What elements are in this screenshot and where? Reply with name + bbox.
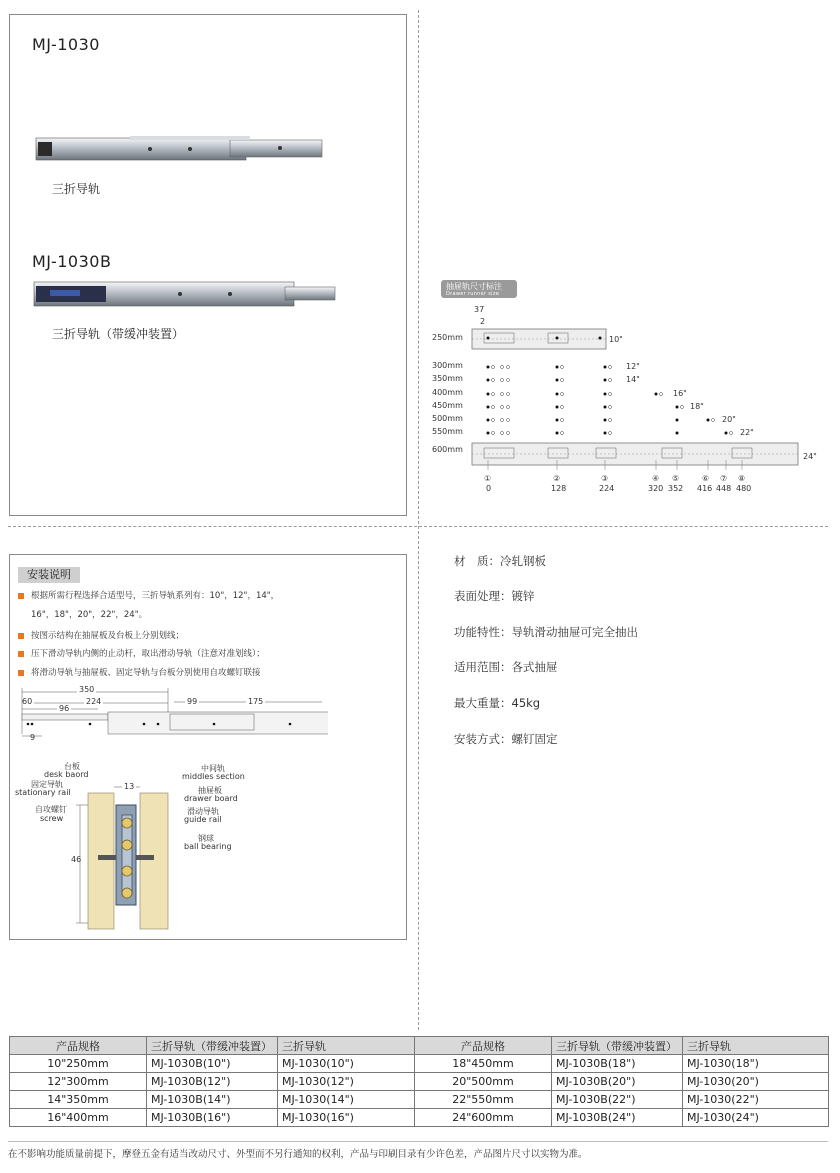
hole-number-7: ⑦ — [720, 474, 728, 483]
table-header: 三折导轨 — [683, 1037, 829, 1055]
hole-position-128: 128 — [551, 484, 567, 493]
slide-rail-image — [30, 132, 330, 168]
step-bullet-2 — [18, 633, 24, 639]
table-header: 三折导轨 — [278, 1037, 415, 1055]
spec-feature: 功能特性：导轨滑动抽屉可完全抽出 — [454, 625, 638, 639]
hole-number-2: ② — [553, 474, 561, 483]
table-header: 产品规格 — [415, 1037, 552, 1055]
install-dim-46: 46 — [71, 855, 82, 864]
table-header: 三折导轨（带缓冲装置） — [552, 1037, 683, 1055]
product-model-1: MJ-1030 — [32, 35, 100, 54]
inch-22: 22" — [740, 428, 754, 437]
label-screw-cn: 自攻螺钉 — [35, 805, 67, 814]
label-stationary-en: stationary rail — [15, 788, 71, 797]
label-drawer-cn: 抽屉板 — [198, 786, 222, 795]
hole-position-0: 0 — [486, 484, 492, 493]
divider-vertical — [418, 10, 419, 1030]
inch-12: 12" — [626, 362, 640, 371]
table-header: 三折导轨（带缓冲装置） — [147, 1037, 278, 1055]
length-450: 450mm — [432, 401, 463, 410]
length-400: 400mm — [432, 388, 463, 397]
spec-table — [9, 1036, 829, 1127]
label-screw-en: screw — [40, 814, 64, 823]
label-guide-cn: 滑动导轨 — [187, 807, 219, 816]
install-dim-99: 99 — [187, 697, 198, 706]
table-row — [10, 1073, 829, 1091]
table-row — [10, 1091, 829, 1109]
table-cell: MJ-1030B(10") — [147, 1055, 278, 1073]
table-cell: 22"550mm — [415, 1091, 552, 1109]
product-model-2: MJ-1030B — [32, 252, 112, 271]
footer-divider — [8, 1141, 828, 1142]
table-cell: MJ-1030B(18") — [552, 1055, 683, 1073]
product-caption-2: 三折导轨（带缓冲装置） — [52, 327, 185, 341]
label-guide-en: guide rail — [184, 815, 222, 824]
install-dim-350: 350 — [79, 685, 95, 694]
table-cell: 10"250mm — [10, 1055, 147, 1073]
length-600: 600mm — [432, 445, 463, 454]
hole-number-6: ⑥ — [702, 474, 710, 483]
install-dim-13: 13 — [124, 782, 135, 791]
hole-position-480: 480 — [736, 484, 752, 493]
table-row — [10, 1109, 829, 1127]
length-250: 250mm — [432, 333, 463, 342]
install-step-1: 根据所需行程选择合适型号，三折导轨系列有：10"，12"，14"， — [31, 591, 280, 601]
label-desk-en: desk baord — [44, 770, 89, 779]
inch-16: 16" — [673, 389, 687, 398]
table-row — [10, 1055, 829, 1073]
size-chart-tag-cn: 抽屉轨尺寸标注 — [446, 282, 502, 291]
spec-material: 材 质：冷轧钢板 — [454, 554, 546, 568]
inch-10: 10" — [609, 335, 623, 344]
table-cell: 20"500mm — [415, 1073, 552, 1091]
hole-number-3: ③ — [601, 474, 609, 483]
table-cell: MJ-1030(10") — [278, 1055, 415, 1073]
table-cell: MJ-1030B(16") — [147, 1109, 278, 1127]
label-desk-cn: 台板 — [64, 762, 80, 771]
install-dimension-drawing — [18, 688, 328, 744]
table-cell: 24"600mm — [415, 1109, 552, 1127]
install-dim-96: 96 — [59, 704, 70, 713]
table-cell: MJ-1030(12") — [278, 1073, 415, 1091]
label-ball-en: ball bearing — [184, 842, 232, 851]
size-chart-tag-en: Drawer runner size — [446, 291, 500, 297]
table-cell: MJ-1030B(24") — [552, 1109, 683, 1127]
step-bullet-3 — [18, 651, 24, 657]
table-cell: MJ-1030B(20") — [552, 1073, 683, 1091]
length-300: 300mm — [432, 361, 463, 370]
install-title: 安装说明 — [18, 567, 80, 583]
inch-14: 14" — [626, 375, 640, 384]
label-middle-en: middles section — [182, 772, 245, 781]
length-350: 350mm — [432, 374, 463, 383]
table-cell: MJ-1030B(22") — [552, 1091, 683, 1109]
spec-scope: 适用范围：各式抽屉 — [454, 660, 558, 674]
inch-18: 18" — [690, 402, 704, 411]
spec-surface: 表面处理：镀锌 — [454, 589, 535, 603]
hole-position-352: 352 — [668, 484, 684, 493]
install-step-3: 压下滑动导轨内侧的止动杆，取出滑动导轨（注意对准划线）； — [31, 649, 265, 659]
install-step-4: 将滑动导轨与抽屉板、固定导轨与台板分别使用自攻螺钉联接 — [31, 668, 261, 678]
table-cell: MJ-1030(14") — [278, 1091, 415, 1109]
step-bullet-4 — [18, 670, 24, 676]
install-dim-224: 224 — [86, 697, 102, 706]
divider-horizontal — [8, 526, 828, 527]
table-cell: MJ-1030(24") — [683, 1109, 829, 1127]
table-cell: MJ-1030B(14") — [147, 1091, 278, 1109]
hole-position-416: 416 — [697, 484, 713, 493]
spec-weight: 最大重量：45kg — [454, 696, 541, 710]
table-cell: MJ-1030(20") — [683, 1073, 829, 1091]
hole-position-320: 320 — [648, 484, 664, 493]
length-550: 550mm — [432, 427, 463, 436]
step-bullet-1 — [18, 593, 24, 599]
table-cell: MJ-1030(22") — [683, 1091, 829, 1109]
hole-position-224: 224 — [599, 484, 615, 493]
hole-number-5: ⑤ — [672, 474, 680, 483]
label-stationary-cn: 固定导轨 — [31, 780, 63, 789]
install-dim-175: 175 — [248, 697, 264, 706]
table-cell: MJ-1030(16") — [278, 1109, 415, 1127]
table-cell: 14"350mm — [10, 1091, 147, 1109]
install-dim-60: 60 — [22, 697, 33, 706]
length-500: 500mm — [432, 414, 463, 423]
dim-37: 37 — [474, 305, 485, 314]
install-step-2: 按图示结构在抽屉板及台板上分别划线； — [31, 631, 185, 641]
label-ball-cn: 钢球 — [198, 834, 214, 843]
inch-24: 24" — [803, 452, 817, 461]
dim-2: 2 — [480, 317, 486, 326]
table-header: 产品规格 — [10, 1037, 147, 1055]
cross-section-drawing — [70, 785, 190, 930]
label-drawer-en: drawer board — [184, 794, 238, 803]
hole-number-1: ① — [484, 474, 492, 483]
label-middle-cn: 中间轨 — [201, 764, 225, 773]
table-cell: 18"450mm — [415, 1055, 552, 1073]
footer-disclaimer: 在不影响功能质量前提下，摩登五金有适当改动尺寸、外型而不另行通知的权利，产品与印刷目录有少许色差，产品图片尺寸以实物为准。 — [8, 1149, 588, 1160]
slide-rail-soft-close-image — [30, 278, 340, 314]
install-step-1b: 16"，18"，20"，22"，24"。 — [31, 610, 148, 620]
inch-20: 20" — [722, 415, 736, 424]
spec-install: 安装方式：螺钉固定 — [454, 732, 558, 746]
hole-position-448: 448 — [716, 484, 732, 493]
table-cell: MJ-1030(18") — [683, 1055, 829, 1073]
table-header-row — [10, 1037, 829, 1055]
table-cell: 16"400mm — [10, 1109, 147, 1127]
product-caption-1: 三折导轨 — [52, 182, 101, 196]
hole-number-8: ⑧ — [738, 474, 746, 483]
install-dim-9: 9 — [30, 733, 36, 742]
table-cell: 12"300mm — [10, 1073, 147, 1091]
table-cell: MJ-1030B(12") — [147, 1073, 278, 1091]
hole-number-4: ④ — [652, 474, 660, 483]
